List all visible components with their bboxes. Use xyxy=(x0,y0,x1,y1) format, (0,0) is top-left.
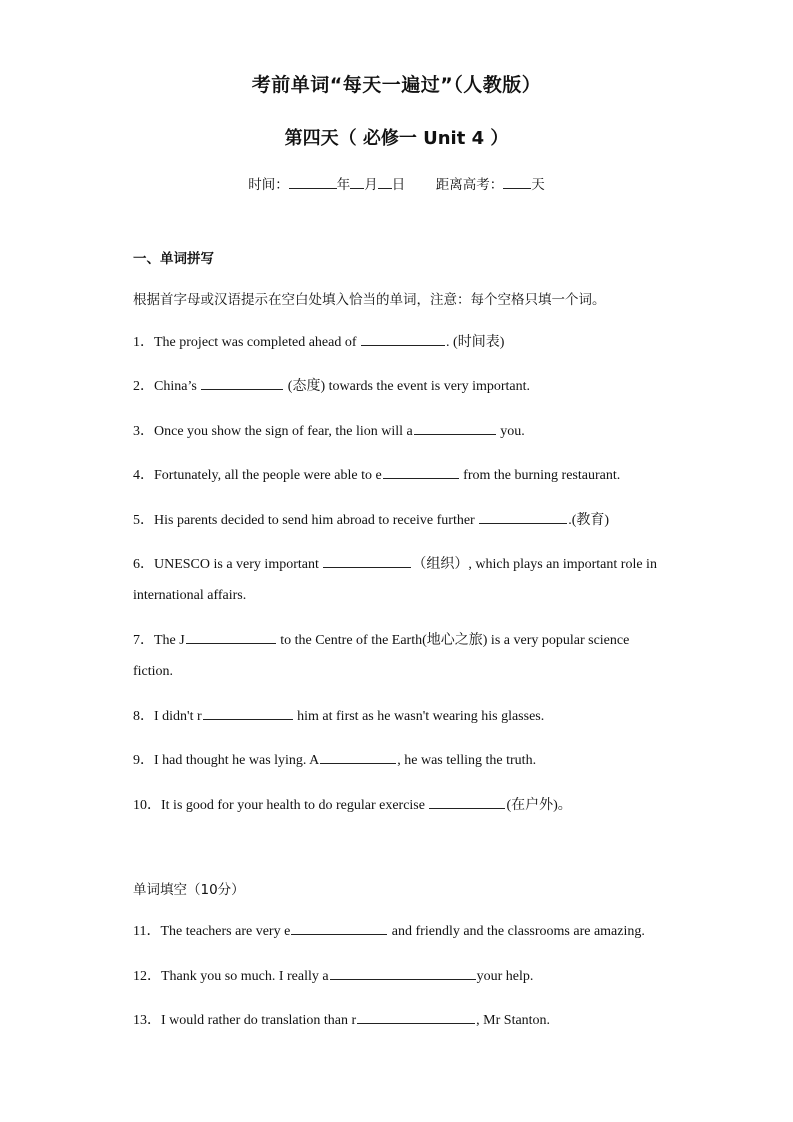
countdown-label: 距离高考： xyxy=(435,177,504,193)
question-number: 13． xyxy=(133,1013,161,1028)
answer-blank xyxy=(203,705,293,720)
question-text: Thank you so much. I really a xyxy=(161,969,329,984)
question-number: 3． xyxy=(133,424,154,439)
time-label: 时间： xyxy=(248,177,289,193)
day-blank xyxy=(378,175,392,189)
answer-blank xyxy=(320,749,396,764)
question-text: China’s xyxy=(154,379,201,394)
answer-blank xyxy=(479,509,567,524)
section-instruction: 根据首字母或汉语提示在空白处填入恰当的单词，注意：每个空格只填一个词。 xyxy=(133,292,606,308)
question-number: 4． xyxy=(133,468,154,483)
month-blank xyxy=(350,175,364,189)
question-number: 11． xyxy=(133,924,161,939)
question-13 xyxy=(133,1005,663,1036)
question-number: 10． xyxy=(133,798,161,813)
answer-blank xyxy=(361,331,445,346)
question-text: Once you show the sign of fear, the lion will a xyxy=(154,424,413,439)
question-text: The teachers are very e xyxy=(160,924,291,939)
question-number: 9． xyxy=(133,753,154,768)
days-unit: 天 xyxy=(531,177,545,193)
question-text-after: from the burning restaurant. xyxy=(459,468,621,483)
month-label: 月 xyxy=(364,177,378,193)
question-text: It is good for your health to do regular exercise xyxy=(161,798,429,813)
countdown-blank xyxy=(503,175,531,189)
question-text-after: .(教育) xyxy=(568,513,610,528)
question-5 xyxy=(133,505,663,536)
question-10 xyxy=(133,790,663,821)
section-heading-fill: 单词填空（10分） xyxy=(133,882,245,898)
answer-blank xyxy=(429,794,505,809)
question-12 xyxy=(133,961,663,992)
question-11 xyxy=(133,916,663,947)
year-blank xyxy=(289,175,337,189)
answer-blank xyxy=(357,1009,475,1024)
answer-blank xyxy=(201,375,283,390)
question-text-continued: fiction. xyxy=(133,664,174,679)
question-1 xyxy=(133,327,663,358)
question-2 xyxy=(133,371,663,402)
question-number: 8． xyxy=(133,709,154,724)
question-text: I had thought he was lying. A xyxy=(154,753,320,768)
question-text: His parents decided to send him abroad to receive further xyxy=(154,513,479,528)
answer-blank xyxy=(330,965,476,980)
question-text-after: , Mr Stanton. xyxy=(476,1013,551,1028)
day-label: 日 xyxy=(391,177,406,193)
year-label: 年 xyxy=(336,177,351,193)
question-text: I would rather do translation than r xyxy=(161,1013,357,1028)
question-text: UNESCO is a very important xyxy=(154,557,323,572)
answer-blank xyxy=(414,420,496,435)
question-7 xyxy=(133,625,663,687)
question-number: 2． xyxy=(133,379,154,394)
question-text-after: him at first as he wasn't wearing his glasses. xyxy=(293,709,545,724)
answer-blank xyxy=(323,553,411,568)
question-text-after: your help. xyxy=(476,969,534,984)
question-4 xyxy=(133,460,663,491)
worksheet-subtitle: 第四天（ 必修一 Unit 4 ） xyxy=(284,128,509,149)
question-number: 6． xyxy=(133,557,154,572)
question-text: The project was completed ahead of xyxy=(154,335,361,350)
answer-blank xyxy=(291,920,387,935)
question-text-after: (在户外)。 xyxy=(506,798,572,813)
date-line xyxy=(0,173,793,193)
section-heading-spelling: 一、单词拼写 xyxy=(133,251,214,267)
question-number: 7． xyxy=(133,633,154,648)
question-number: 12． xyxy=(133,969,161,984)
question-text: The J xyxy=(154,633,185,648)
question-3 xyxy=(133,416,663,447)
question-text: Fortunately, all the people were able to e xyxy=(154,468,382,483)
worksheet-title: 考前单词“每天一遍过”（人教版） xyxy=(251,74,542,96)
question-text-after: （组织）, which plays an important role in xyxy=(412,557,657,572)
question-text-after: to the Centre of the Earth(地心之旅) is a very popular science xyxy=(276,633,630,648)
question-number: 5． xyxy=(133,513,154,528)
question-text-after: (态度) towards the event is very important. xyxy=(284,379,530,394)
question-text-after: and friendly and the classrooms are amazing. xyxy=(388,924,645,939)
question-text-continued: international affairs. xyxy=(133,588,247,603)
question-text-after: you. xyxy=(496,424,525,439)
question-9 xyxy=(133,745,663,776)
question-text: I didn't r xyxy=(154,709,202,724)
question-text-after: , he was telling the truth. xyxy=(397,753,537,768)
question-8 xyxy=(133,701,663,732)
answer-blank xyxy=(186,629,276,644)
question-number: 1． xyxy=(133,335,154,350)
answer-blank xyxy=(383,464,459,479)
question-6 xyxy=(133,549,663,611)
question-text-after: . (时间表) xyxy=(446,335,505,350)
